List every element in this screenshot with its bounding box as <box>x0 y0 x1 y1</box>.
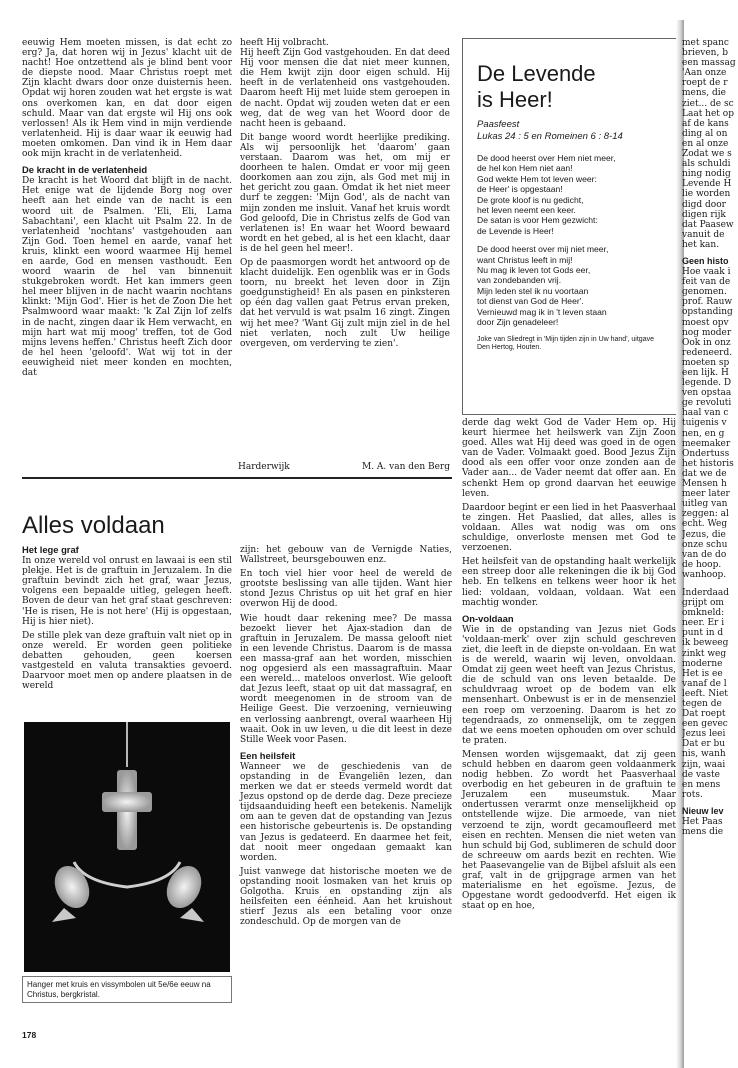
next-page-line: mens, die <box>682 88 726 99</box>
section-heading: De kracht in de verlatenheid <box>22 164 148 176</box>
paragraph: Wie houdt daar rekening mee? De massa bezoekt liever het Ajax-stadion dan de graftuin in Jeruzalem. De massa gelooft niet in een levende Christus. Daarom is de massa een massa-graf aan het worden, misschien nog opgesierd als een massagraftuin. Maar een wereld... mateloos onverlost. Wie gelooft dat Jezus leeft, staat op uit dat massagraf, en wordt meegenomen in de stroom van de Heilige Geest. Die verzoening, vernieuwing en verlossing aanbrengt, overal waarheen Hij waait. Ook in uw leven, u die dit leest in deze Stille Week voor Pasen. <box>240 613 452 745</box>
paragraph: eeuwig Hem moeten missen, is dat echt zo erg? Ja, dat horen wij in Jezus' klacht uit de nacht! Hoe ontzettend als je blind bent voor de diepste nood. Maar Christus roept met Zijn klacht dwars door onze duisternis heen. Opdat wij horen zouden wat het ergste is wat ons overkomen kan, en dat door eigen schuld. Maar van dat ergste wil Hij ons ook verlossen! Als ik Hem vind in mijn verdiende verlatenheid. Hij is daar waar ik eeuwig had moeten omkomen. Dan vind ik in Hem daar ook mijn kracht in de verlatenheid. <box>22 38 232 160</box>
next-page-line: Zodat we s <box>682 149 732 160</box>
next-page-line: meer later <box>682 489 730 500</box>
next-page-line: legende. D <box>682 378 732 389</box>
next-page-line: genomen. <box>682 287 727 298</box>
article1-column-left <box>22 38 232 382</box>
paragraph: Wie in de opstanding van Jezus niet Gods 'voldaan-merk' over zijn schuld geschreven ziet, die leeft in de diepste on-voldaan. En wat is de wereld, waarin wij leven, onvoldaan. Omdat zij geen weet heeft van Jezus Christus, die de schuld van ons leven betaalde. De schuldvraag wroet op de bodem van elk mensenhart. Onbewust is er in de mensenziel een roep om verzoening. Daarom is het zo tegendraads, zo onmenselijk, om te zeggen dat we eens moeten ophouden om over schuld te praten. <box>462 624 676 746</box>
next-page-line: tuigenis v <box>682 418 727 429</box>
next-page-line: vanuit de <box>682 229 725 240</box>
author-signature <box>238 462 450 472</box>
next-page-line: feit van de <box>682 277 731 288</box>
next-page-line: moeten sp <box>682 357 730 368</box>
next-page-line: ven opstaa <box>682 388 732 399</box>
next-page-line: redeneerd. <box>682 347 733 358</box>
next-page-line: Inderdaad <box>682 587 729 598</box>
paragraph: Daardoor begint er een lied in het Paasverhaal te zingen. Het Paaslied, dat alles, alles is voldaan. Alles wat nodig was om ons schuldige, onverloste mensen met God te verzoenen. <box>462 502 676 554</box>
paragraph: Het heilsfeit van de opstanding haalt werkelijk een streep door alle rekeningen die ik bij God heb. En telkens en telkens weer hoor ik het lied: voldaan, voldaan, voldaan. Wat een machtig wonder. <box>462 557 676 608</box>
paragraph: Wanneer we de geschiedenis van de opstanding in de Evangeliën lezen, dan merken we dat er steeds vermeld wordt dat Jezus opstond op de derde dag. Deze precieze tijdsaanduiding heeft een betekenis. Namelijk om aan te geven dat de opstanding van Jezus een historische gebeurtenis is. De opstanding van Jezus is gedateerd. En daarmee het feit, dat nooit meer ongedaan gemaakt kan worden. <box>240 761 452 863</box>
next-page-line: 'Aan onze <box>682 68 727 79</box>
article2-column-left <box>22 545 232 695</box>
next-page-line: wanhoop. <box>682 569 727 580</box>
next-page-line: ding al on <box>682 128 728 139</box>
next-page-line: zinkt weg <box>682 648 727 659</box>
next-page-line: echt. Weg <box>682 519 728 530</box>
page-number: 178 <box>22 1030 37 1040</box>
fish-icon-right <box>160 860 208 922</box>
next-page-line: haal van c <box>682 408 729 419</box>
section-heading: Een heilsfeit <box>240 749 296 761</box>
next-page-line: rots. <box>682 789 703 800</box>
paragraph: Op de paasmorgen wordt het antwoord op de klacht duidelijk. Een ogenblik was er in Gods toorn, nu breekt het leven door in Zijn goedgunstigheid! En als pasen en pinksteren op één dag vallen gaat Petrus ervan preken, dat het vervuld is wat psalm 16 zingt. Zingen wij het mee? 'Want Gij zult mijn ziel in de hel niet verlaten, noch zult Uw heilige overgeven, om verderving te zien'. <box>240 257 450 349</box>
pendant-cross-image <box>24 722 230 972</box>
fish-icon-left <box>48 860 96 922</box>
paragraph: De stille plek van deze graftuin valt niet op in onze wereld. Er worden geen politieke debatten gehouden, geen koersen vastgesteld en valuta transakties gevoerd. Daarvoor moet men op andere plaatsen in de wereld <box>22 630 232 692</box>
next-page-line: een massag <box>682 58 736 69</box>
next-page-line: ik beweeg <box>682 638 729 649</box>
next-page-line: dat we de <box>682 468 727 479</box>
signature-name: M. A. van den Berg <box>361 462 450 472</box>
next-page-line: grijpt om <box>682 598 724 609</box>
next-page-line: omkneld: <box>682 608 725 619</box>
next-page-line: brieven, b <box>682 48 728 59</box>
article-title: Alles voldaan <box>22 512 165 539</box>
next-page-line: het kan. <box>682 239 720 250</box>
next-page-line: digen rijk <box>682 209 726 220</box>
next-page-line: Ook in onz <box>682 337 731 348</box>
next-page-line: het historis <box>682 458 734 469</box>
next-page-line: mens die <box>682 827 724 838</box>
next-page-sliver <box>682 38 738 1048</box>
poem-stanza-2: De dood heerst over mij niet meer, want Christus leeft in mij! Nu mag ik leven tot Gods eer, van zondebanden vrij. Mijn leden stel ik nu voortaan tot dienst van God de Heer'. Vernieuwd mag ik in 't leven staan door Zijn genadeleer! <box>477 244 609 328</box>
next-page-line: Laat het op <box>682 108 734 119</box>
next-page-line: de vaste <box>682 769 720 780</box>
next-page-line: moderne <box>682 658 723 669</box>
wire-arc <box>74 862 180 887</box>
next-page-line: punt in d <box>682 628 724 639</box>
article1-column-middle <box>240 38 450 353</box>
paragraph: Juist vanwege dat historische moeten we de opstanding nooit losmaken van het kruis op Golgotha. Kruis en opstanding zijn als heilsfeiten een éénheid. Aan het kruishout stierf Jezus als een betaling voor onze zondeschuld. Op de morgen van de <box>240 866 452 928</box>
article-divider <box>22 477 452 479</box>
next-page-line: moest opv <box>682 317 729 328</box>
paragraph: zijn: het gebouw van de Vernigde Naties, Wallstreet, beursgebouwen enz. <box>240 545 452 566</box>
next-page-line: ge revoluti <box>682 398 732 409</box>
next-page-line: Levende H <box>682 179 732 190</box>
next-page-line: neer. Er i <box>682 618 725 629</box>
next-page-line: leeft. Niet <box>682 688 728 699</box>
article2-column-right <box>462 418 676 915</box>
next-page-heading: Geen histo <box>682 255 729 266</box>
next-page-line: met spanc <box>682 38 729 48</box>
paragraph: derde dag wekt God de Vader Hem op. Hij keurt hiermee het heilswerk van Zijn Zoon goed. Alles wat Hij deed was goed in de ogen van de Vader. Volmaakt goed. Bood Jezus Zijn dood als een offer voor onze zonden aan de Vader aan... de Vader neemt dat offer aan. En schenkt Hem op grond daarvan het eeuwige leven. <box>462 418 676 499</box>
next-page-line: als schuldi <box>682 159 731 170</box>
next-page-line: lie worden <box>682 189 731 200</box>
poem-text <box>477 153 667 328</box>
next-page-line: prof. Rauw <box>682 297 733 308</box>
next-page-line: een gevec <box>682 719 728 730</box>
paragraph: De kracht is het Woord dat blijft in de nacht. Het enige wat de lijdende Borg nog over heeft aan het einde van de nacht is een woord uit de Psalmen. 'Eli, Eli, Lama Sabachtani', een klacht uit Psalm 22. In de verlatenheid 'nochtans' vastgehouden aan Zijn God. Toen hemel en aarde, vanaf het kruis, klinkt een woord waarmee Hij hemel en aarde, God en mensen vasthoudt. Een woord waarin de hel van binnenuit stukgebroken wordt. Het kan immers geen hel meer blijven in de nacht waarin nochtans klinkt: 'Mijn God'. Hier is het de Zoon Die het Psalmwoord waar maakt: 'k Zal Zijn lof zelfs in de nacht, zingen daar ik Hem verwacht, en mijn hart wat mij moog' treffen, tot de God mijns levens heffen.' Christus heeft Zich door de hel heen 'geloofd'. Wat wij tot in der eeuwigheid niet meer konden en mochten, dat <box>22 176 232 378</box>
cross-icon <box>102 770 152 850</box>
photo-caption: Hanger met kruis en vissymbolen uit 5e/6e eeuw na Christus, bergkristal. <box>22 976 232 1003</box>
next-page-line: Ondertuss <box>682 448 730 459</box>
poem-credit: Joke van Sliedregt in 'Mijn tijden zijn in Uw hand', uitgave Den Hertog, Houten. <box>477 335 654 351</box>
article2-column-middle <box>240 545 452 931</box>
next-page-line: roept de r <box>682 78 728 89</box>
next-page-line: dat Paasew <box>682 219 734 230</box>
next-page-line: tegen de <box>682 699 722 709</box>
next-page-line: uitleg van <box>682 499 728 510</box>
next-page-line: ziet... de sc <box>682 98 734 109</box>
next-page-line: af de kans <box>682 118 729 129</box>
next-page-line: Het Paas <box>682 817 723 828</box>
next-page-line: onze schu <box>682 539 728 550</box>
next-page-line: een lijk. H <box>682 368 729 378</box>
next-page-line: Mensen h <box>682 479 727 490</box>
next-page-line: de hoop. <box>682 559 722 570</box>
next-page-line: Dat er bu <box>682 739 726 750</box>
next-page-line: Jezus, die <box>682 529 726 540</box>
next-page-line: Jezus leei <box>682 729 726 740</box>
next-page-line: ning nodig <box>682 169 731 180</box>
poem-title: De Levende is Heer! <box>477 61 596 112</box>
poem-subtitle: Paasfeest Lukas 24 : 5 en Romeinen 6 : 8-14 <box>477 119 623 142</box>
next-page-line: Dat roept <box>682 709 726 720</box>
paragraph: In onze wereld vol onrust en lawaai is een stil plekje. Het is de graftuin in Jeruzalem. In die graftuin bevindt zich het graf, waar Jezus, volgens een bepaalde uitleg, gelegen heeft. Boven de deur van het graf staat geschreven: 'He is risen, He is not here' (Hij is opgestaan, Hij is hier niet). <box>22 556 232 627</box>
next-page-line: Het is ee <box>682 668 723 679</box>
next-page-line: opstanding <box>682 307 733 318</box>
next-page-line: meemaker <box>682 438 731 449</box>
next-page-heading: Nieuw lev <box>682 805 724 816</box>
next-page-line: nen, en g <box>682 428 725 439</box>
next-page-line: nog moder <box>682 327 732 338</box>
section-heading: Het lege graf <box>22 544 79 555</box>
paragraph: Hij heeft Zijn God vastgehouden. En dat deed Hij voor mensen die dat niet meer kunnen, die Hem kwijt zijn door eigen schuld. Hij heeft in de verlatenheid ons vastgehouden. Daarom heeft Hij met luide stem geroepen in de nacht. Opdat wij zouden weten dat er een weg, dat de weg van het Woord door de nacht heen is gebaand. <box>240 48 450 129</box>
next-page-text <box>682 38 738 837</box>
next-page-line: zeggen: al <box>682 509 729 520</box>
paragraph: Dit bange woord wordt heerlijke prediking. Als wij persoonlijk het 'daarom' gaan verstaan. Daarom was het, om mij er doorheen te halen. Omdat er voor mij geen doorkomen aan zou zijn, als God met mij in het gericht zou gaan. Omdat ik het niet meer durf te zeggen: 'Mijn God', als de nacht van mijn zonden me insluit. Vanaf het kruis wordt God geloofd, Die in Christus zelfs de God van verlatenen is! En waar het Woord bewaard wordt en het gebed, al is het een klacht, daar is de hel geen hel meer!. <box>240 132 450 254</box>
pendant-photo <box>24 722 230 972</box>
next-page-line: en al onze <box>682 138 729 149</box>
next-page-line: vanaf de l <box>682 678 727 689</box>
next-page-line: Hoe vaak i <box>682 267 731 278</box>
paragraph: Mensen worden wijsgemaakt, dat zij geen schuld hebben en daarom geen voldaanmerk nodig hebben. Zo wordt het Paasverhaal overbodig en het gebeuren in de graftuin te Jeruzalem een museumstuk. Maar ondertussen verarmt onze menselijkheid op ontstellende wijze. Die armoede, van niet verzoend te zijn, wordt gecamoufleerd met eisen en rechten. Mensen die niet weten van hun schuld bij God, sublimeren de schuld door de schreeuw om aards bezit en rechten. Wie het Paasevangelie van de Bijbel afsluit als een graf, valt in de grijpgrage armen van het materialisme en het egoïsme. Jezus, de Opgestane wordt gedoodverfd. Het eigen ik staat op en hoe, <box>462 749 676 912</box>
paragraph: En toch viel hier voor heel de wereld de grootste beslissing van alle tijden. Want hier stond Jezus Christus op uit het graf en hier overwon Hij de dood. <box>240 569 452 610</box>
next-page-line: en mens <box>682 779 721 790</box>
next-page-line: digd door <box>682 199 726 210</box>
next-page-line: zijn, waai <box>682 759 726 770</box>
paragraph: heeft Hij volbracht. <box>240 38 329 48</box>
next-page-line: nis, wanh <box>682 749 726 760</box>
section-heading: On-voldaan <box>462 612 514 624</box>
poem-stanza-1: De dood heerst over Hem niet meer, de hel kon Hem niet aan! God wekte Hem tot leven weer: de Heer' is opgestaan! De grote kloof is nu gedicht, het leven neemt een keer. De satan is voor Hem gezwicht: de Levende is Heer! <box>477 153 616 236</box>
poem-box <box>462 38 678 415</box>
signature-place: Harderwijk <box>238 462 290 472</box>
next-page-line: van de do <box>682 549 727 560</box>
